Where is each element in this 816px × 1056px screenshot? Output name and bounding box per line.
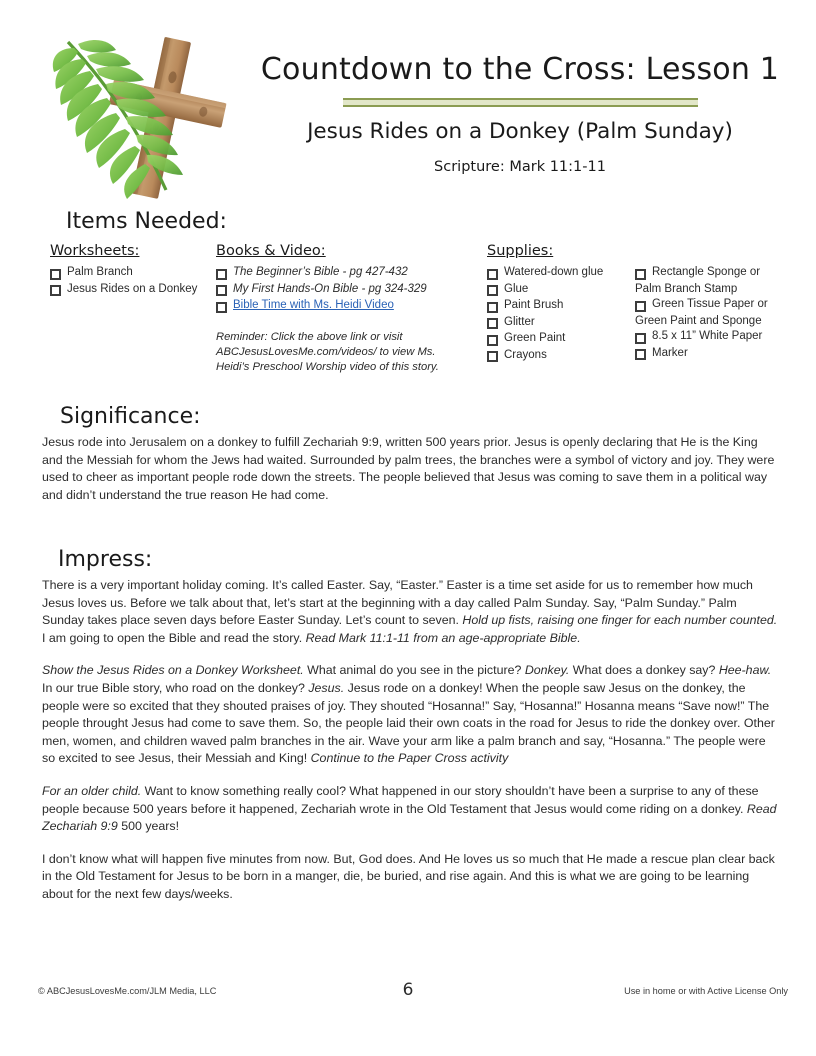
impress-p2-text-c: In our true Bible story, who road on the donkey? [42,680,309,695]
checkbox-icon[interactable] [635,301,646,312]
checklist-item[interactable] [487,315,635,331]
header-text-block [250,52,790,175]
checklist-item-label: Watered-down glue [504,266,604,278]
checkbox-icon[interactable] [487,302,498,313]
impress-paragraph-2 [42,662,779,768]
video-reminder-text: Reminder: Click the above link or visit ABCJesusLovesMe.com/videos/ to view Ms. Heidi’s Preschool Worship video of this story. [216,330,439,373]
checklist-item[interactable] [635,329,790,345]
checklist-item[interactable] [635,297,790,313]
footer-license-notice: Use in home or with Active License Only [624,986,788,996]
checklist-item[interactable] [487,331,635,347]
impress-body [42,577,779,904]
books-video-heading: Books & Video: [216,243,326,259]
checklist-item[interactable] [50,282,215,298]
checklist-item-label: Crayons [504,348,547,361]
checkbox-icon[interactable] [487,351,498,362]
checklist-item-label: Paint Brush [504,299,564,311]
checkbox-icon[interactable] [635,333,646,344]
impress-p3-text-a: Want to know something really cool? What happened in our story shouldn’t have been a surprise to any of these people because 500 years before it happened, Zechariah wrote in the Old Testament that Jesus would come riding on a donkey. [42,783,759,816]
checklist-item[interactable] [635,346,790,362]
impress-p2-text-a: What animal do you see in the picture? [303,663,525,678]
impress-p2-answer-heehaw: Hee-haw. [718,663,772,678]
impress-p2-stage-direction-a: Show the Jesus Rides on a Donkey Worksheet. [42,663,304,678]
supplies-column [487,243,790,364]
checkbox-icon[interactable] [635,269,646,280]
page-title: Countdown to the Cross: Lesson 1 [260,52,780,87]
books-video-column [216,243,476,375]
checklist-item-label: Marker [652,346,688,359]
checklist-item-video-link[interactable] [216,298,476,314]
worksheets-heading: Worksheets: [50,243,140,259]
supplies-sub-column-a [487,265,635,364]
checklist-item[interactable] [216,282,476,298]
items-needed-heading: Items Needed: [66,209,227,234]
checkbox-icon[interactable] [50,285,61,296]
checklist-item-label: Glue [504,282,529,295]
impress-p2-text-b: What does a donkey say? [569,663,719,678]
checklist-item[interactable] [487,298,635,314]
checklist-item-label: Glitter [504,315,535,328]
impress-p1-stage-direction-a: Hold up fists, raising one finger for each number counted. [462,613,778,628]
checklist-item-label: Green Tissue Paper or [652,298,768,310]
lesson-subtitle: Jesus Rides on a Donkey (Palm Sunday) [307,119,733,144]
impress-p2-answer-jesus: Jesus. [308,680,345,695]
checklist-item[interactable] [216,265,476,281]
impress-p1-text-b: I am going to open the Bible and read the story. [42,630,306,645]
checklist-item-label: My First Hands-On Bible - pg 324-329 [233,282,427,295]
checklist-item-label: 8.5 x 11” White Paper [652,330,763,342]
checklist-item-label: Green Paint [504,332,566,344]
wooden-cross-with-palm-branch-icon [52,32,247,204]
checklist-item-label: Rectangle Sponge or [652,266,761,278]
impress-p2-stage-direction-b: Continue to the Paper Cross activity [310,751,509,766]
impress-p1-stage-direction-b: Read Mark 11:1-11 from an age-appropriate Bible. [305,630,581,645]
page-number: 6 [402,980,414,1000]
scripture-reference: Scripture: Mark 11:1-11 [434,159,606,175]
checklist-item-label: The Beginner’s Bible - pg 427-432 [233,266,408,278]
impress-paragraph-3 [42,783,779,836]
checklist-item-continuation: Palm Branch Stamp [635,282,738,295]
checkbox-icon[interactable] [216,269,227,280]
checklist-item[interactable] [50,265,215,281]
footer-copyright: © ABCJesusLovesMe.com/JLM Media, LLC [38,986,217,996]
impress-p3-read-zechariah: Read Zechariah 9:9 [42,801,777,834]
checklist-item[interactable] [487,282,635,298]
significance-heading: Significance: [60,404,201,429]
checkbox-icon[interactable] [487,335,498,346]
checklist-item-label: Jesus Rides on a Donkey [67,282,198,295]
impress-p1-text-a: There is a very important holiday coming. It’s called Easter. Say, “Easter.” Easter is a time set aside for us to remember how much Jesus loves us. Before we talk about that, let’s start at the beginning with a day called Palm Sunday. Say, “Palm Sunday.” Palm Sunday takes place seven days before Easter Sunday. Let’s count to seven. [42,578,753,628]
impress-heading: Impress: [58,547,153,572]
impress-p3-text-b: 500 years! [117,819,180,834]
impress-paragraph-1 [42,577,779,647]
bible-time-video-link[interactable]: Bible Time with Ms. Heidi Video [233,299,394,311]
significance-paragraph: Jesus rode into Jerusalem on a donkey to fulfill Zechariah 9:9, written 500 years prior. Jesus is openly declaring that He is the King and the Messiah for whom the Jews had waited. Surrounded by palm trees, the branches were a symbol of victory and joy. They were used to cheer as important people rode down the streets. The people believed that Jesus was coming to save them in a political way and didn’t understand the true reason He had come. [42,435,775,502]
supplies-sub-column-b [635,265,790,364]
checklist-item-label: Palm Branch [67,266,133,278]
checklist-item[interactable] [635,265,790,281]
impress-p2-text-d: Jesus rode on a donkey! When the people saw Jesus on the donkey, the people were so excited that they shouted praises of joy. They shouted “Hosanna!” Say, “Hosanna!” Hosanna means “Save now!” The people throught Jesus had come to save them. So, the people laid their own coats in the road for Jesus to ride the donkey over. Other men, women, and children waved palm branches in the air. Wave your arm like a palm branch and say, “Hosanna.” The people were so excited to see Jesus, their Messiah and King! [42,680,775,766]
checklist-item[interactable] [487,265,635,281]
significance-body [42,434,779,504]
checkbox-icon[interactable] [216,285,227,296]
checkbox-icon[interactable] [487,318,498,329]
impress-paragraph-4: I don’t know what will happen five minutes from now. But, God does. And He loves us so much that He made a rescue plan clear back in the Old Testament for Jesus to be born in a manger, die, be buried, and rise again. And this is what we are going to be learning about for the next few days/weeks. [42,851,775,901]
worksheets-column [50,243,215,298]
checklist-item[interactable] [487,348,635,364]
impress-p2-answer-donkey: Donkey. [524,663,570,678]
checkbox-icon[interactable] [487,269,498,280]
supplies-heading: Supplies: [487,243,554,259]
checklist-item-continuation: Green Paint and Sponge [635,314,762,327]
checkbox-icon[interactable] [216,302,227,313]
page-header [0,0,816,205]
page-footer [0,980,816,1026]
impress-p3-older-child-label: For an older child. [42,783,142,798]
checkbox-icon[interactable] [487,285,498,296]
checkbox-icon[interactable] [635,349,646,360]
title-divider-rule [343,98,698,107]
checkbox-icon[interactable] [50,269,61,280]
